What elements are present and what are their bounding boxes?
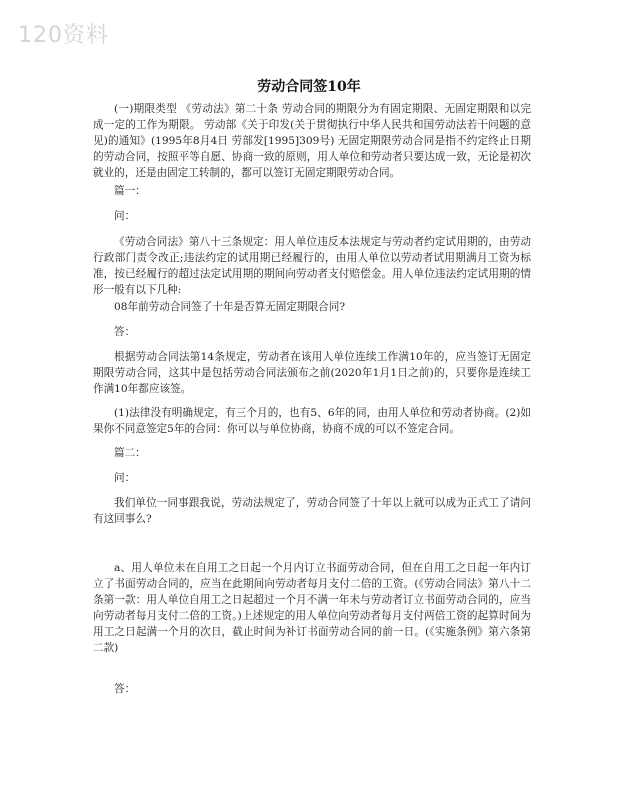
paragraph-question-label: 问： [114,210,136,222]
paragraph-answer-label-2: 答： [114,683,136,695]
paragraph-colleague-question: 我们单位一同事跟我说，劳动法规定了，劳动合同签了十年以上就可以成为正式工了请问有这回事么? [93,497,531,525]
paragraph-negotiation: (1)法律没有明确规定，有三个月的，也有5、6年的同，由用人单位和劳动者协商。(2)如果你不同意签定5年的合同：你可以与单位协商，协商不成的可以不签定合同。 [93,407,531,435]
paragraph-section-one-heading: 篇一： [114,185,146,197]
paragraph-article-83: 《劳动合同法》第八十三条规定：用人单位违反本法规定与劳动者约定试用期的，由劳动行政部门责令改正;违法约定的试用期已经履行的，由用人单位以劳动者试用期满月工资为标准，按已经履行的超过法定试用期的期间向劳动者支付赔偿金。用人单位违法约定试用期的情形一般有以下几种: [93,236,531,296]
paragraph-question-label-2: 问： [114,472,136,484]
paragraph-answer-label: 答： [114,326,136,338]
paragraph-term-types: (一)期限类型 《劳动法》第二十条 劳动合同的期限分为有固定期限、无固定期限和以完成一定的工作为期限。 劳动部《关于印发(关于贯彻执行中华人民共和国劳动法若干问题的意见)的通知》(1995年8月4日 劳部发[1995]309号) 无固定期限劳动合同是指不约定终止日期的劳动合同，按照平等自愿、协商一致的原则，用人单位和劳动者只要达成一致，无论是初次就业的，还是由固定工转制的，都可以签订无固定期限劳动合同。 [93,103,531,179]
paragraph-section-two-heading: 篇二： [114,447,146,459]
document-title: 劳动合同签10年 [257,79,361,95]
watermark-logo: 120资料 [18,23,109,48]
paragraph-double-wages: a、用人单位未在自用工之日起一个月内订立书面劳动合同，但在自用工之日起一年内订立了书面劳动合同的，应当在此期间向劳动者每月支付二倍的工资。(《劳动合同法》第八十二条第一款：用人单位自用工之日起超过一个月不满一年未与劳动者订立书面劳动合同的，应当向劳动者每月支付二倍的工资。)上述规定的用人单位向劳动者每月支付两倍工资的起算时间为用工之日起满一个月的次日，截止时间为补订书面劳动合同的前一日。(《实施条例》第六条第二款) [93,562,531,654]
paragraph-question-text: 08年前劳动合同签了十年是否算无固定期限合同? [114,301,346,313]
paragraph-article-14: 根据劳动合同法第14条规定，劳动者在该用人单位连续工作满10年的，应当签订无固定期限劳动合同，这其中是包括劳动合同法颁布之前(2020年1月1日之前)的，只要你是连续工作满10年都应该签。 [93,351,531,395]
